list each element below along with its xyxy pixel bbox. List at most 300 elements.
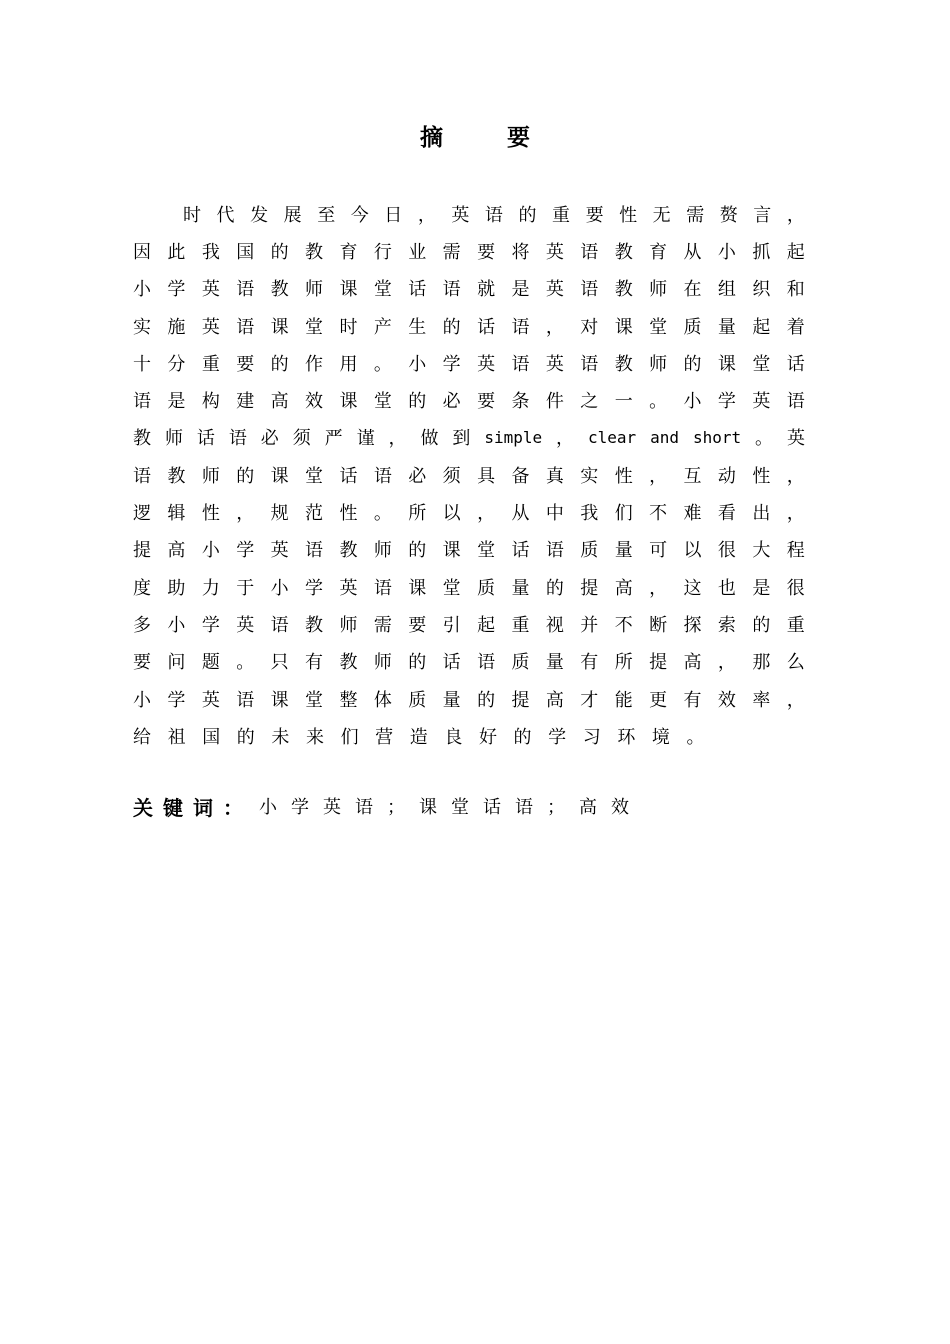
abstract-char: ，: [388, 428, 407, 450]
abstract-char: 要: [585, 204, 604, 226]
abstract-char: 不: [614, 614, 633, 636]
abstract-char: 看: [717, 503, 736, 525]
abstract-char: 教: [614, 279, 633, 301]
abstract-char: 么: [786, 652, 805, 674]
abstract-char: 语: [236, 279, 255, 301]
abstract-char: 的: [752, 614, 771, 636]
abstract-char: and: [650, 427, 679, 447]
abstract-char: 着: [786, 316, 805, 338]
abstract-char: 辑: [167, 503, 186, 525]
abstract-char: 学: [201, 614, 220, 636]
abstract-char: 教: [614, 353, 633, 375]
abstract-char: 度: [133, 577, 151, 599]
abstract-char: 堂: [373, 279, 392, 301]
abstract-char: 备: [511, 465, 530, 487]
abstract-char: 视: [545, 614, 564, 636]
abstract-char: 的: [518, 204, 537, 226]
abstract-char: 质: [511, 652, 530, 674]
abstract-char: 性: [339, 503, 358, 525]
abstract-char: 很: [786, 577, 805, 599]
abstract-char: 展: [283, 204, 302, 226]
abstract-char: 小: [167, 614, 186, 636]
abstract-char: 的: [545, 577, 564, 599]
abstract-char: 师: [201, 465, 220, 487]
abstract-char: 语: [511, 353, 530, 375]
abstract-char: 此: [167, 241, 186, 263]
abstract-char: 量: [511, 577, 530, 599]
abstract-char: 教: [167, 465, 186, 487]
abstract-char: 。: [686, 726, 705, 748]
abstract-char: 和: [786, 279, 805, 301]
abstract-char: 量: [614, 540, 633, 562]
abstract-char: 是: [511, 279, 530, 301]
abstract-char: 高: [614, 577, 633, 599]
abstract-char: 做: [420, 428, 439, 450]
abstract-char: 互: [683, 465, 702, 487]
abstract-line: [133, 568, 805, 605]
abstract-char: 具: [477, 465, 496, 487]
abstract-char: 赘: [719, 204, 738, 226]
abstract-char: 行: [373, 241, 392, 263]
abstract-char: 们: [340, 726, 359, 748]
abstract-char: 课: [339, 391, 358, 413]
abstract-char: 量: [717, 316, 736, 338]
abstract-char: 今: [350, 204, 369, 226]
abstract-char: 质: [683, 316, 702, 338]
abstract-char: 课: [442, 540, 461, 562]
abstract-char: 我: [580, 503, 599, 525]
abstract-char: 堂: [442, 577, 461, 599]
abstract-char: 教: [339, 540, 358, 562]
abstract-char: 从: [683, 241, 702, 263]
abstract-body: [133, 195, 805, 754]
abstract-char: 小: [408, 353, 427, 375]
abstract-char: 量: [442, 689, 461, 711]
abstract-char: 无: [652, 204, 671, 226]
abstract-char: 更: [649, 689, 668, 711]
abstract-char: 率: [752, 689, 771, 711]
abstract-char: 。: [236, 652, 255, 674]
abstract-line: [133, 307, 805, 344]
abstract-char: 性: [752, 465, 771, 487]
abstract-char: 性: [614, 465, 633, 487]
abstract-char: 探: [683, 614, 702, 636]
abstract-char: 的: [408, 652, 427, 674]
abstract-char: 语: [228, 428, 247, 450]
abstract-char: 教: [305, 614, 324, 636]
abstract-char: 分: [167, 353, 186, 375]
abstract-char: 小: [133, 279, 151, 301]
abstract-char: 的: [408, 540, 427, 562]
keywords-label: 关键词：: [133, 795, 253, 820]
abstract-char: 小: [133, 689, 151, 711]
abstract-char: 学: [236, 540, 255, 562]
abstract-char: 须: [292, 428, 311, 450]
abstract-title-char-2: 要: [507, 125, 530, 151]
abstract-char: 语: [477, 652, 496, 674]
abstract-char: 教: [614, 241, 633, 263]
abstract-char: 有: [580, 652, 599, 674]
abstract-char: 的: [513, 726, 532, 748]
abstract-line: [133, 717, 805, 754]
abstract-char: 言: [753, 204, 772, 226]
abstract-char: 高: [270, 391, 289, 413]
abstract-char: 话: [477, 316, 496, 338]
abstract-char: 并: [580, 614, 599, 636]
abstract-char: 起: [752, 316, 771, 338]
abstract-char: 师: [649, 353, 668, 375]
abstract-char: 祖: [167, 726, 186, 748]
abstract-char: 学: [305, 577, 324, 599]
abstract-char: 对: [580, 316, 599, 338]
abstract-char: 语: [236, 316, 255, 338]
abstract-char: 高: [167, 540, 186, 562]
abstract-char: 良: [444, 726, 463, 748]
abstract-char: 题: [201, 652, 220, 674]
abstract-char: 我: [201, 241, 220, 263]
abstract-char: 质: [580, 540, 599, 562]
abstract-char: 不: [649, 503, 668, 525]
abstract-char: 须: [442, 465, 461, 487]
abstract-char: 生: [408, 316, 427, 338]
abstract-char: 起: [477, 614, 496, 636]
abstract-char: 的: [442, 316, 461, 338]
abstract-char: 必: [442, 391, 461, 413]
abstract-char: ，: [649, 465, 668, 487]
abstract-char: 能: [614, 689, 633, 711]
abstract-char: 件: [545, 391, 564, 413]
abstract-char: 必: [260, 428, 279, 450]
abstract-char: 助: [167, 577, 186, 599]
abstract-char: 堂: [305, 316, 324, 338]
abstract-char: 师: [649, 279, 668, 301]
abstract-char: 小: [270, 577, 289, 599]
abstract-char: 在: [683, 279, 702, 301]
abstract-char: 教: [270, 279, 289, 301]
abstract-char: 英: [201, 689, 220, 711]
abstract-char: simple: [484, 427, 543, 447]
abstract-char: 的: [683, 353, 702, 375]
abstract-char: 的: [408, 391, 427, 413]
abstract-char: 作: [305, 353, 324, 375]
abstract-line: [133, 680, 805, 717]
abstract-char: 重: [786, 614, 805, 636]
abstract-char: 重: [511, 614, 530, 636]
abstract-char: 从: [511, 503, 530, 525]
abstract-char: 必: [408, 465, 427, 487]
abstract-char: 环: [617, 726, 636, 748]
abstract-line: [133, 381, 805, 418]
abstract-char: 组: [717, 279, 736, 301]
abstract-char: 学: [167, 689, 186, 711]
abstract-char: 话: [196, 428, 215, 450]
abstract-line: [133, 605, 805, 642]
abstract-char: 英: [201, 279, 220, 301]
abstract-char: 才: [580, 689, 599, 711]
abstract-char: 构: [201, 391, 220, 413]
abstract-line: [133, 195, 805, 232]
abstract-char: 课: [614, 316, 633, 338]
abstract-char: 产: [373, 316, 392, 338]
abstract-char: 逻: [133, 503, 151, 525]
abstract-char: 性: [201, 503, 220, 525]
abstract-char: 到: [452, 428, 471, 450]
abstract-char: 十: [133, 353, 151, 375]
abstract-char: 要: [477, 241, 496, 263]
abstract-char: 要: [408, 614, 427, 636]
abstract-char: 用: [339, 353, 358, 375]
abstract-char: 。: [755, 428, 774, 450]
abstract-char: 英: [752, 391, 771, 413]
abstract-char: 教: [305, 241, 324, 263]
abstract-char: 大: [752, 540, 771, 562]
abstract-char: 语: [484, 204, 503, 226]
abstract-char: 语: [373, 465, 392, 487]
abstract-char: 时: [183, 204, 201, 226]
abstract-char: 堂: [305, 689, 324, 711]
abstract-char: 英: [236, 614, 255, 636]
abstract-char: 提: [580, 577, 599, 599]
abstract-char: 课: [717, 353, 736, 375]
abstract-char: 质: [477, 577, 496, 599]
abstract-char: 力: [201, 577, 220, 599]
abstract-char: 抓: [752, 241, 771, 263]
abstract-char: ，: [786, 689, 805, 711]
abstract-char: 所: [408, 503, 427, 525]
abstract-char: 境: [651, 726, 670, 748]
abstract-char: 问: [167, 652, 186, 674]
abstract-char: 师: [305, 279, 324, 301]
abstract-char: 堂: [477, 540, 496, 562]
abstract-char: 英: [477, 353, 496, 375]
abstract-char: 于: [236, 577, 255, 599]
abstract-line: [133, 270, 805, 307]
abstract-char: 所: [614, 652, 633, 674]
abstract-char: 重: [552, 204, 571, 226]
abstract-char: 中: [545, 503, 564, 525]
abstract-char: 教: [339, 652, 358, 674]
abstract-char: ，: [786, 503, 805, 525]
abstract-char: 以: [683, 540, 702, 562]
abstract-char: 因: [133, 241, 151, 263]
abstract-char: ，: [545, 316, 564, 338]
abstract-char: 堂: [373, 391, 392, 413]
abstract-char: 营: [375, 726, 394, 748]
abstract-char: 织: [752, 279, 771, 301]
abstract-char: 给: [133, 726, 151, 748]
abstract-char: 一: [614, 391, 633, 413]
abstract-char: 。: [373, 503, 392, 525]
abstract-char: 量: [545, 652, 564, 674]
abstract-char: 国: [202, 726, 221, 748]
abstract-char: 需: [373, 614, 392, 636]
abstract-line: [133, 344, 805, 381]
abstract-char: 提: [511, 689, 530, 711]
abstract-char: 引: [442, 614, 461, 636]
abstract-char: 英: [201, 316, 220, 338]
abstract-char: 动: [717, 465, 736, 487]
abstract-char: 语: [305, 540, 324, 562]
abstract-char: 之: [580, 391, 599, 413]
abstract-char: 未: [271, 726, 290, 748]
abstract-char: 来: [305, 726, 324, 748]
abstract-char: 英: [545, 353, 564, 375]
abstract-title-char-1: 摘: [420, 125, 443, 151]
abstract-char: ，: [649, 577, 668, 599]
abstract-char: 质: [408, 689, 427, 711]
abstract-char: 小: [201, 540, 220, 562]
abstract-line: [133, 456, 805, 493]
abstract-char: 建: [236, 391, 255, 413]
abstract-char: 日: [384, 204, 403, 226]
abstract-char: 语: [133, 465, 151, 487]
abstract-char: 语: [545, 540, 564, 562]
abstract-line: [133, 232, 805, 269]
abstract-char: 话: [511, 540, 530, 562]
abstract-char: 课: [408, 577, 427, 599]
abstract-char: clear: [587, 427, 637, 447]
abstract-char: ，: [417, 204, 436, 226]
abstract-char: 造: [409, 726, 428, 748]
abstract-char: 至: [317, 204, 336, 226]
abstract-char: 话: [408, 279, 427, 301]
abstract-char: 需: [442, 241, 461, 263]
abstract-char: 语: [580, 241, 599, 263]
abstract-char: 语: [373, 577, 392, 599]
abstract-char: 小: [717, 241, 736, 263]
abstract-char: 学: [717, 391, 736, 413]
abstract-char: 语: [270, 614, 289, 636]
abstract-char: 的: [236, 465, 255, 487]
abstract-line: [133, 531, 805, 568]
abstract-char: 英: [545, 241, 564, 263]
abstract-char: 英: [451, 204, 470, 226]
abstract-char: 是: [167, 391, 186, 413]
abstract-char: ，: [236, 503, 255, 525]
abstract-char: 有: [305, 652, 324, 674]
abstract-char: 起: [786, 241, 805, 263]
abstract-char: 程: [786, 540, 805, 562]
abstract-char: 高: [683, 652, 702, 674]
abstract-char: ，: [786, 204, 805, 226]
abstract-char: 那: [752, 652, 771, 674]
abstract-char: 语: [580, 353, 599, 375]
abstract-char: 话: [339, 465, 358, 487]
abstract-char: ，: [556, 428, 575, 450]
abstract-char: 要: [477, 391, 496, 413]
abstract-line: [133, 493, 805, 530]
keywords-row: [133, 790, 643, 822]
abstract-line: [133, 643, 805, 680]
abstract-char: 育: [339, 241, 358, 263]
abstract-char: 提: [133, 540, 151, 562]
abstract-char: 重: [201, 353, 220, 375]
abstract-title: [0, 122, 950, 154]
abstract-char: 育: [649, 241, 668, 263]
abstract-char: 课: [270, 316, 289, 338]
abstract-char: 代: [216, 204, 235, 226]
abstract-char: 师: [339, 614, 358, 636]
abstract-char: 难: [683, 503, 702, 525]
abstract-char: 性: [619, 204, 638, 226]
abstract-char: 的: [270, 241, 289, 263]
abstract-char: 就: [477, 279, 496, 301]
abstract-char: 业: [408, 241, 427, 263]
abstract-char: 们: [614, 503, 633, 525]
abstract-char: 断: [649, 614, 668, 636]
abstract-char: 堂: [649, 316, 668, 338]
abstract-char: ，: [477, 503, 496, 525]
abstract-line: [133, 419, 805, 456]
abstract-char: 英: [339, 577, 358, 599]
abstract-char: 课: [339, 279, 358, 301]
abstract-char: 很: [717, 540, 736, 562]
abstract-char: 。: [649, 391, 668, 413]
abstract-char: short: [692, 427, 742, 447]
abstract-char: 条: [511, 391, 530, 413]
abstract-char: 学: [548, 726, 567, 748]
abstract-char: 实: [133, 316, 151, 338]
abstract-char: 实: [580, 465, 599, 487]
abstract-char: 提: [649, 652, 668, 674]
abstract-char: 英: [786, 428, 805, 450]
abstract-char: 好: [478, 726, 497, 748]
abstract-char: 的: [270, 353, 289, 375]
abstract-char: 这: [683, 577, 702, 599]
abstract-char: 高: [545, 689, 564, 711]
abstract-char: 教: [133, 428, 151, 450]
abstract-char: 将: [511, 241, 530, 263]
abstract-char: 的: [236, 726, 255, 748]
abstract-char: 只: [270, 652, 289, 674]
abstract-char: 习: [582, 726, 601, 748]
abstract-char: 整: [339, 689, 358, 711]
abstract-char: 要: [133, 652, 151, 674]
abstract-char: 需: [686, 204, 705, 226]
abstract-char: 出: [752, 503, 771, 525]
abstract-char: 也: [717, 577, 736, 599]
abstract-char: 有: [683, 689, 702, 711]
abstract-char: 规: [270, 503, 289, 525]
abstract-char: 。: [373, 353, 392, 375]
abstract-char: 索: [717, 614, 736, 636]
abstract-char: 堂: [752, 353, 771, 375]
abstract-char: 语: [580, 279, 599, 301]
abstract-char: 可: [649, 540, 668, 562]
abstract-char: 学: [442, 353, 461, 375]
abstract-char: 国: [236, 241, 255, 263]
abstract-char: 以: [442, 503, 461, 525]
abstract-char: ，: [786, 465, 805, 487]
abstract-char: 的: [477, 689, 496, 711]
abstract-char: 谨: [356, 428, 375, 450]
abstract-char: 效: [305, 391, 324, 413]
abstract-char: 范: [305, 503, 324, 525]
abstract-char: 效: [717, 689, 736, 711]
abstract-char: 多: [133, 614, 151, 636]
abstract-char: 师: [373, 652, 392, 674]
abstract-char: 严: [324, 428, 343, 450]
abstract-char: 堂: [305, 465, 324, 487]
abstract-char: 师: [164, 428, 183, 450]
abstract-char: 师: [373, 540, 392, 562]
abstract-char: 语: [236, 689, 255, 711]
abstract-char: 要: [236, 353, 255, 375]
abstract-char: 体: [373, 689, 392, 711]
abstract-char: 语: [786, 391, 805, 413]
abstract-char: 话: [786, 353, 805, 375]
abstract-char: 真: [545, 465, 564, 487]
